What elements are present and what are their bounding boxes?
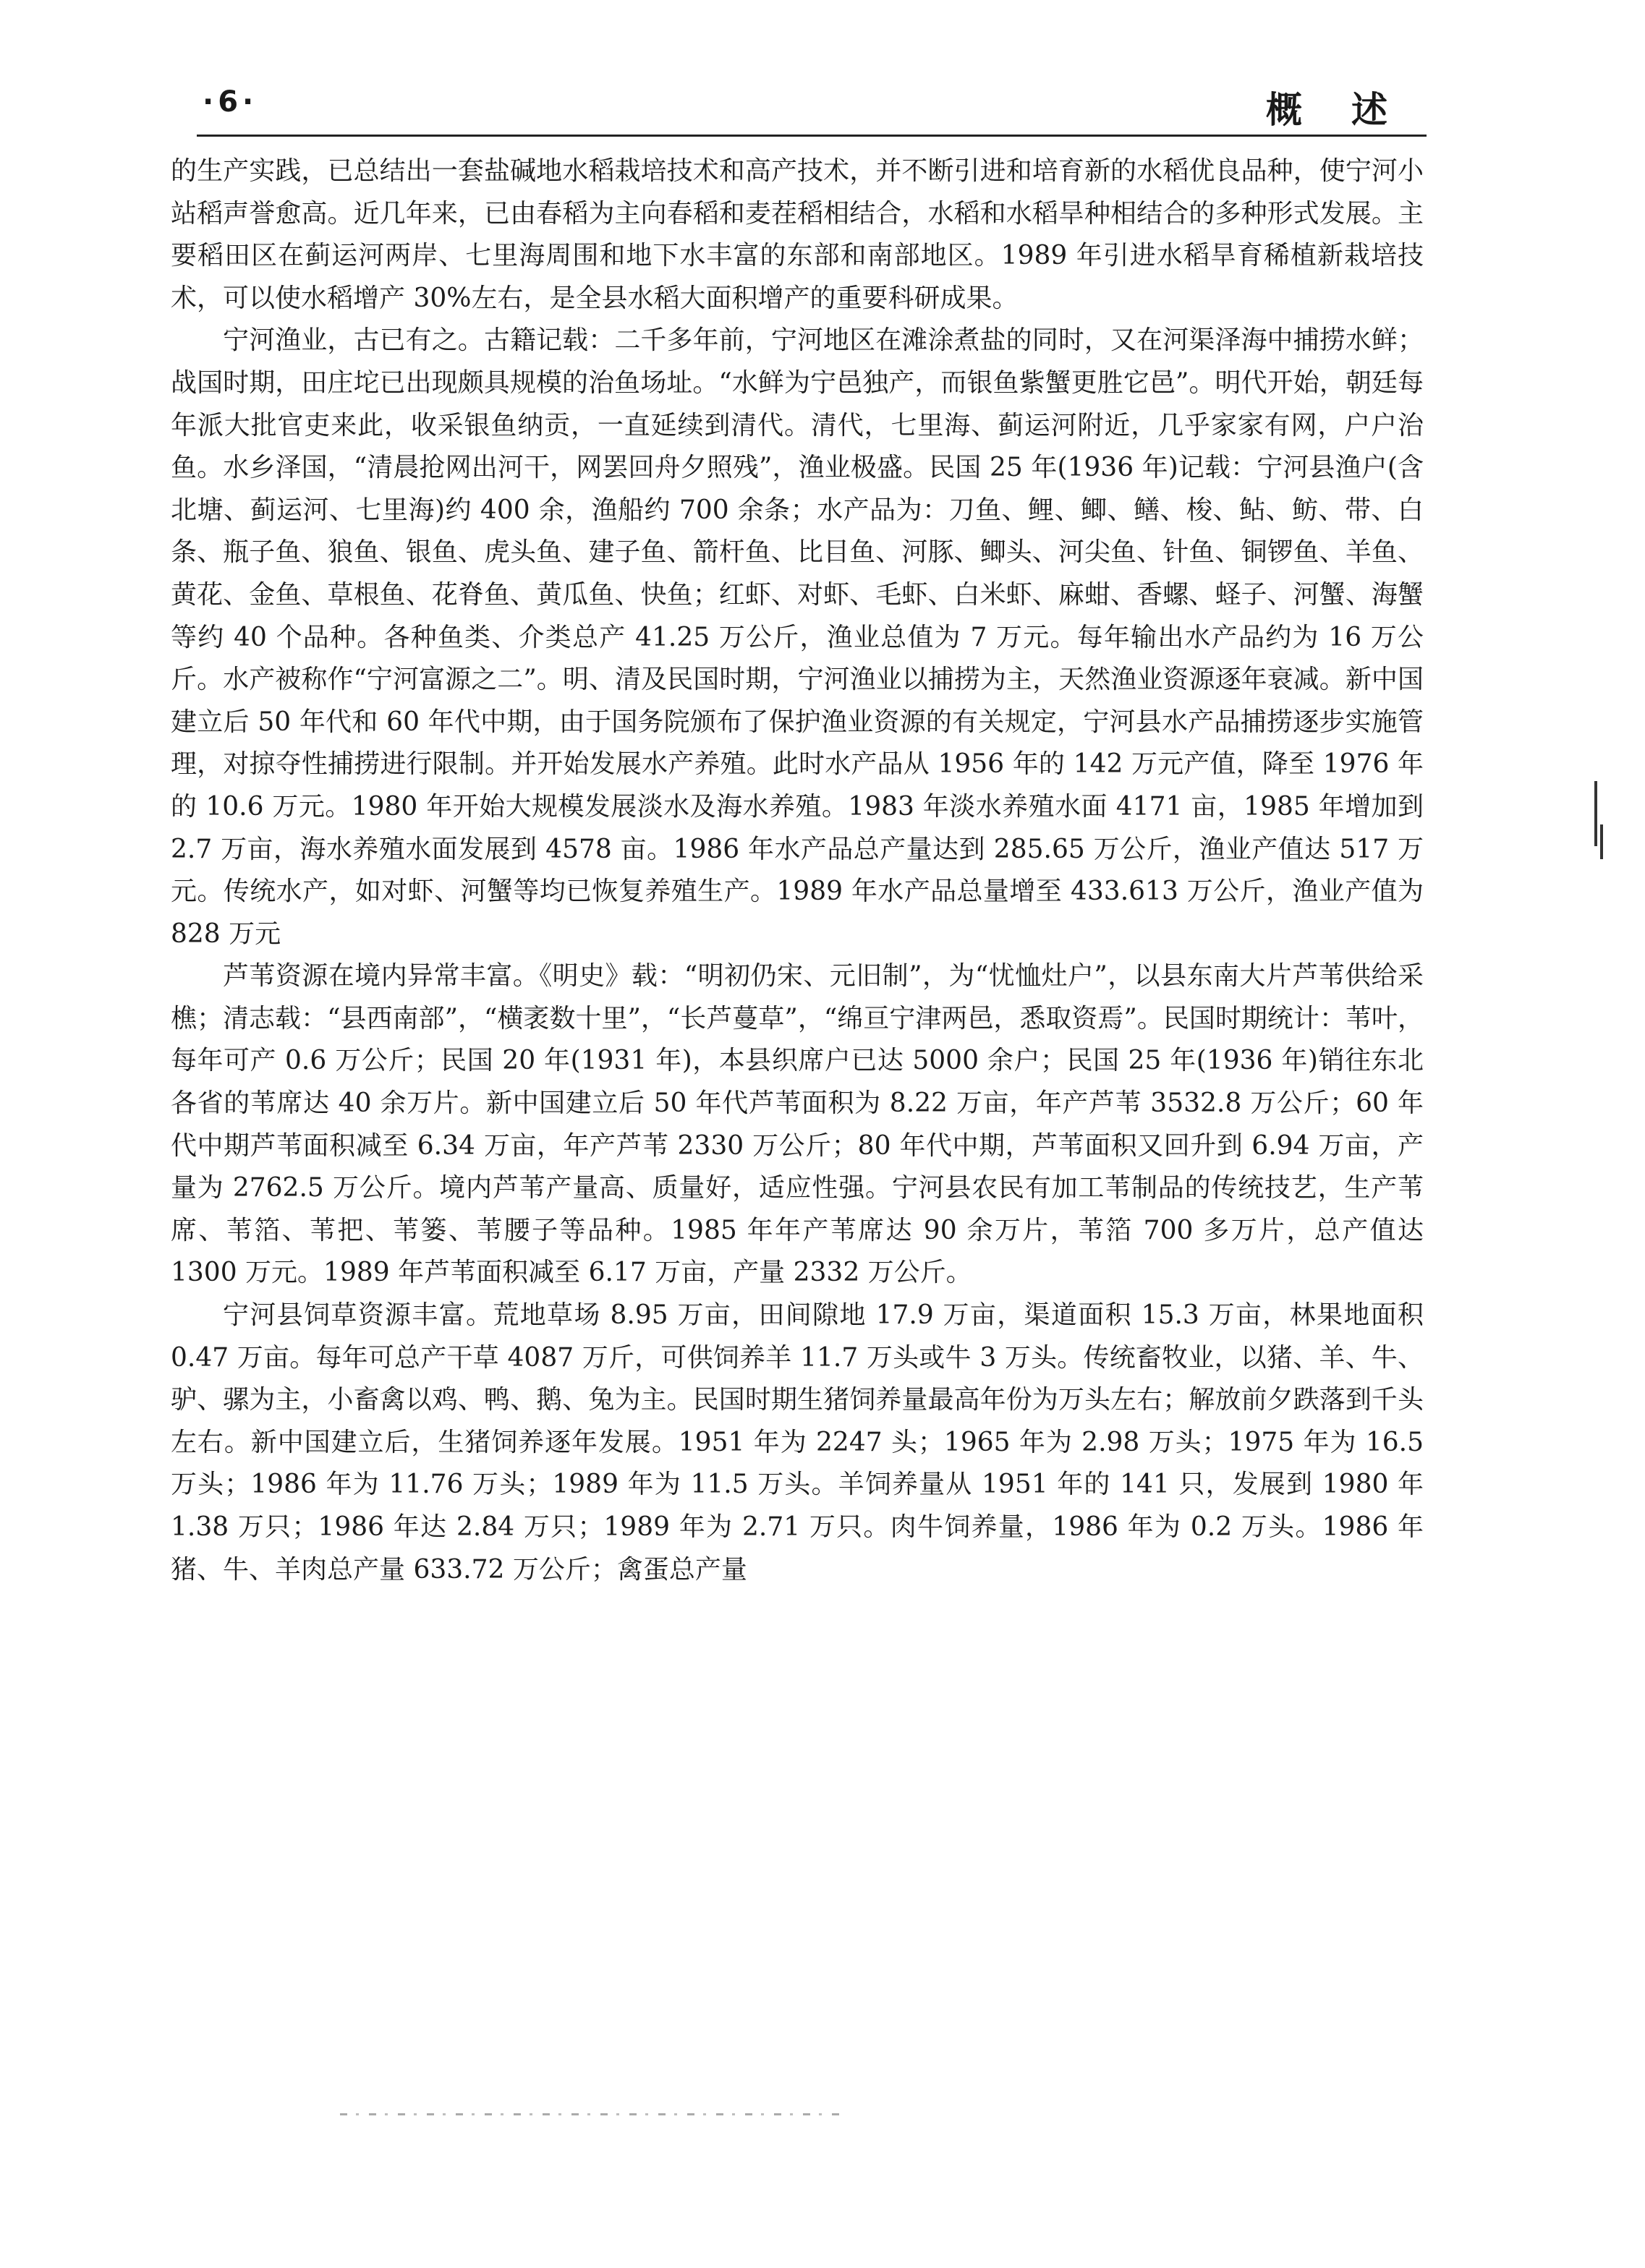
margin-mark	[1594, 781, 1597, 846]
margin-mark	[1600, 824, 1603, 859]
paragraph-reed: 芦苇资源在境内异常丰富。《明史》载：“明初仍宋、元旧制”，为“忧恤灶户”，以县东南大片芦苇供给采樵；清志载：“县西南部”，“横袤数十里”，“长芦蔓草”，“绵亘宁津两邑，悉取资焉”。民国时期统计：苇叶，每年可产 0.6 万公斤；民国 20 年(1931 年)，本县织席户已达 5000 余户；民国 25 年(1936 年)销往东北各省的苇席达 40 余万片。新中国建立后 50 年代芦苇面积为 8.22 万亩，年产芦苇 3532.8 万公斤；60 年代中期芦苇面积减至 6.34 万亩，年产芦苇 2330 万公斤；80 年代中期，芦苇面积又回升到 6.94 万亩，产量为 2762.5 万公斤。境内芦苇产量高、质量好，适应性强。宁河县农民有加工苇制品的传统技艺，生产苇席、苇箔、苇把、苇篓、苇腰子等品种。1985 年年产苇席达 90 余万片，苇箔 700 多万片，总产值达 1300 万元。1989 年芦苇面积减至 6.17 万亩，产量 2332 万公斤。	[171, 961, 1424, 1288]
paragraph-livestock: 宁河县饲草资源丰富。荒地草场 8.95 万亩，田间隙地 17.9 万亩，渠道面积 15.3 万亩，林果地面积 0.47 万亩。每年可总产干草 4087 万斤，可供饲养羊 11.7 万头或牛 3 万头。传统畜牧业，以猪、羊、牛、驴、骡为主，小畜禽以鸡、鸭、鹅、兔为主。民国时期生猪饲养量最高年份为万头左右；解放前夕跌落到千头左右。新中国建立后，生猪饲养逐年发展。1951 年为 2247 头；1965 年为 2.98 万头；1975 年为 16.5 万头；1986 年为 11.76 万头；1989 年为 11.5 万头。羊饲养量从 1951 年的 141 只，发展到 1980 年 1.38 万只；1986 年达 2.84 万只；1989 年为 2.71 万只。肉牛饲养量，1986 年为 0.2 万头。1986 年猪、牛、羊肉总产量 633.72 万公斤；禽蛋总产量	[171, 1300, 1424, 1585]
section-title: 概述	[1266, 89, 1437, 131]
paragraph-fishery: 宁河渔业，古已有之。古籍记载：二千多年前，宁河地区在滩涂煮盐的同时，又在河渠泽海中捕捞水鲜；战国时期，田庄坨已出现颇具规模的治鱼场址。“水鲜为宁邑独产，而银鱼紫蟹更胜它邑”。明代开始，朝廷每年派大批官吏来此，收采银鱼纳贡，一直延续到清代。清代，七里海、蓟运河附近，几乎家家有网，户户治鱼。水乡泽国，“清晨抢网出河干，网罢回舟夕照残”，渔业极盛。民国 25 年(1936 年)记载：宁河县渔户(含北塘、蓟运河、七里海)约 400 余，渔船约 700 余条；水产品为：刀鱼、鲤、鲫、鳝、梭、鲇、鲂、带、白条、瓶子鱼、狼鱼、银鱼、虎头鱼、建子鱼、箭杆鱼、比目鱼、河豚、鲫头、河尖鱼、针鱼、铜锣鱼、羊鱼、黄花、金鱼、草根鱼、花脊鱼、黄瓜鱼、快鱼；红虾、对虾、毛虾、白米虾、麻蚶、香螺、蛏子、河蟹、海蟹等约 40 个品种。各种鱼类、介类总产 41.25 万公斤，渔业总值为 7 万元。每年输出水产品约为 16 万公斤。水产被称作“宁河富源之二”。明、清及民国时期，宁河渔业以捕捞为主，天然渔业资源逐年衰减。新中国建立后 50 年代和 60 年代中期，由于国务院颁布了保护渔业资源的有关规定，宁河县水产品捕捞逐步实施管理，对掠夺性捕捞进行限制。并开始发展水产养殖。此时水产品从 1956 年的 142 万元产值，降至 1976 年的 10.6 万元。1980 年开始大规模发展淡水及海水养殖。1983 年淡水养殖水面 4171 亩，1985 年增加到 2.7 万亩，海水养殖水面发展到 4578 亩。1986 年水产品总产量达到 285.65 万公斤，渔业产值达 517 万元。传统水产，如对虾、河蟹等均已恢复养殖生产。1989 年水产品总量增至 433.613 万公斤，渔业产值为 828 万元	[171, 325, 1424, 949]
page-number: ·6·	[203, 85, 258, 119]
body-text	[171, 150, 1424, 1591]
paragraph-rice: 的生产实践，已总结出一套盐碱地水稻栽培技术和高产技术，并不断引进和培育新的水稻优良品种，使宁河小站稻声誉愈高。近几年来，已由春稻为主向春稻和麦茬稻相结合，水稻和水稻旱种相结合的多种形式发展。主要稻田区在蓟运河两岸、七里海周围和地下水丰富的东部和南部地区。1989 年引进水稻旱育稀植新栽培技术，可以使水稻增产 30%左右，是全县水稻大面积增产的重要科研成果。	[171, 156, 1424, 313]
header-divider	[197, 135, 1427, 137]
scan-artifact	[340, 2113, 846, 2115]
